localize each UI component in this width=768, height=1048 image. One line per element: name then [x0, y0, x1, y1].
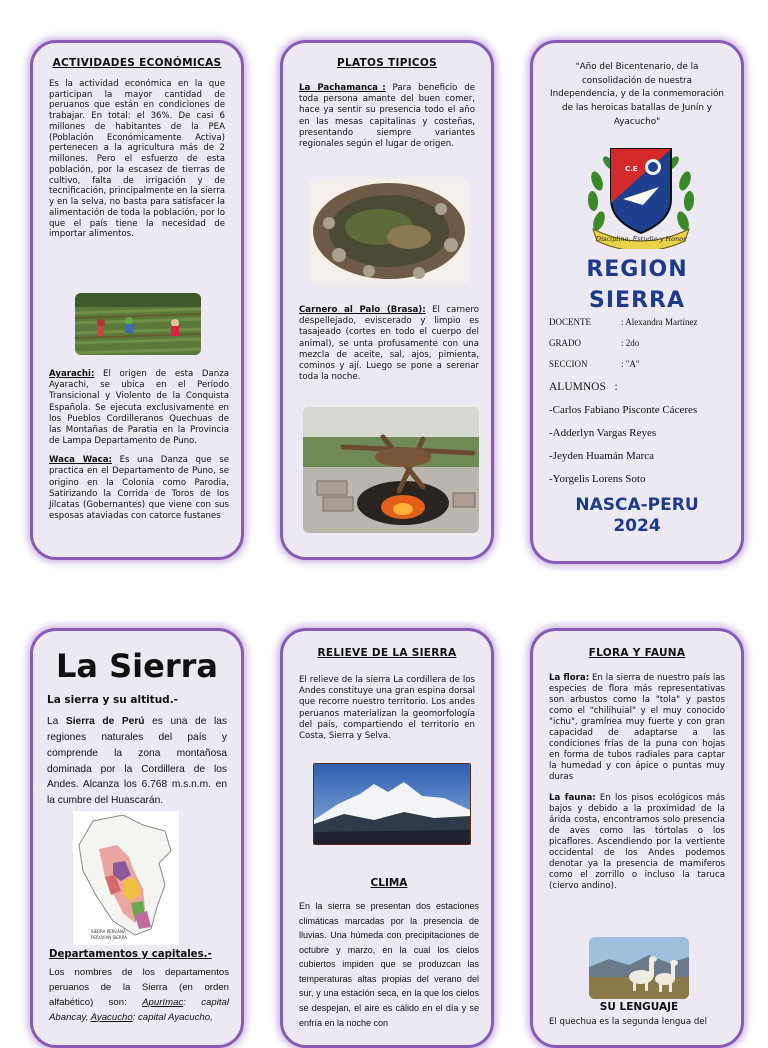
region-title: [533, 255, 741, 317]
ayarachi-text: El origen de esta Danza Ayarachi, se ubica en el Periodo Transicional y Violento de la Conquista Española. Se ejecuta exclusivamente en los Pueblos Cordilleranos Quechuas de las Montañas de Paratia en la Provincia de Lampa Departamento de Puno.: [49, 369, 229, 447]
actividades-text: Es la actividad económica en la que participan la mayor cantidad de peruanos que están en condiciones de trabajar. En total: el 36%. De casi 6 millones de habitantes de la PEA (Población Económicamente Activa) pertenecen a la agricultura más de 2 millones. Pero el esfuerzo de esta población, por la escasez de tierras de cultivo, falta de irrigación y de tecnificación, principalmente en la sierra y en la selva, no basta para satisfacer la alimentación de toda la población, por lo que el país tiene la necesidad de importar alimentos.: [49, 79, 225, 240]
grado-label: GRADO: [549, 338, 582, 348]
seccion-label: SECCION: [549, 359, 588, 369]
seccion-row: [549, 359, 729, 381]
sierra-intro: [47, 714, 227, 809]
flora-text: En la sierra de nuestro país las especies de flora más representativas son arbustos como la "tola" y pastos como el "chilihuial" y el muy conocido "ichu", gramínea muy fuerte y con gran capacidad de adaptarse a las condiciones frías de la puna con hojas en forma de tubos radiales para captar la humedad y con ápice o puntas muy duras: [549, 673, 726, 782]
map-caption-1: SIERRA PERUANA: [91, 929, 126, 934]
relieve-text: El relieve de la sierra La cordillera de los Andes constituye una gran espina dorsal que recorre nuestro territorio. Los andes peruanos materializan la geomorfología del país, compartiendo el territorio en Costa, Sierra y Selva.: [299, 675, 475, 741]
clima-title: CLIMA: [370, 877, 408, 889]
seccion-value: : "A": [621, 359, 640, 369]
svg-text:C.E: C.E: [625, 165, 638, 173]
panel-la-sierra: [30, 628, 244, 1048]
pachamanca-paragraph: [299, 83, 475, 150]
clima-text: En la sierra se presentan dos estaciones climáticas marcadas por la presencia de lluvias. Una húmeda con precipitaciones de octubre y marzo, en la cual los cielos cubiertos impiden que se produzcan las temperaturas altas propias del verano del sur, y una estación seca, en la que los cielos se despejan, el aire es cálido en el día y se enfría en la noche con: [299, 901, 479, 1028]
alumnos-label: ALUMNOS: [549, 381, 606, 393]
alumno-2: -Adderlyn Vargas Reyes: [549, 427, 657, 439]
panel-actividades-economicas: [30, 40, 244, 560]
dept-2: Ayacucho: [90, 1011, 133, 1023]
llamas-photo: [589, 937, 689, 999]
lengua-text: El quechua es la segunda lengua del: [549, 1017, 707, 1027]
lengua-title: SU LENGUAJE: [599, 1001, 679, 1013]
dept-1c: : capital Abancay,: [49, 996, 229, 1023]
panel-platos-tipicos: [280, 40, 494, 560]
sierra-title: La Sierra: [56, 647, 218, 685]
grado-value: : 2do: [621, 338, 640, 348]
mountains-photo: [313, 763, 471, 845]
docente-value: : Alexandra Martínez: [621, 317, 698, 327]
agriculture-photo: [75, 293, 201, 355]
dept-text: Los nombres de los departamentos peruanos de la Sierra (en orden alfabético) son:: [49, 967, 229, 1008]
course-info: [549, 317, 729, 496]
relieve-title: RELIEVE DE LA SIERRA: [317, 647, 457, 659]
docente-row: [549, 317, 729, 338]
alumno-3: -Jeyden Huamán Marca: [549, 450, 655, 462]
carnero-label: Carnero al Palo (Brasa):: [299, 305, 426, 315]
alumnos-colon: :: [614, 381, 618, 393]
flora-paragraph: [549, 673, 725, 783]
waca-paragraph: [49, 455, 229, 522]
grado-row: [549, 338, 729, 359]
pachamanca-photo: [309, 179, 469, 283]
carnero-text: El carnero despellejado, eviscerado y limpio es tasajeado (cortes en todo el cuerpo del animal), se unta profusamente con una mezcla de aceite, sal, ajos, pimienta, cominos y ají. Luego se pone a serenar toda la noche.: [299, 305, 479, 383]
pachamanca-text: Para beneficio de toda persona amante del buen comer, hace ya sentir su presencia todo el año en las mesas capitalinas y costeñas, presentando siempre variantes regionales según el lugar de origen.: [299, 83, 475, 149]
ayarachi-label: Ayarachi:: [49, 369, 95, 379]
docente-label: DOCENTE: [549, 317, 591, 327]
dept-title: Departamentos y capitales.-: [49, 949, 212, 960]
flora-title: FLORA Y FAUNA: [588, 647, 686, 659]
intro-post: es una de las regiones naturales del país y comprende la zona montañosa dominada por la Cordillera de los Andes. Alcanza los 6.768 m.s.n.m. en la cumbre del Huascarán.: [47, 716, 227, 807]
waca-text: Es una Danza que se practica en el Departamento de Puno, se origino en la Colonia como Parodia, Satirizando la Corrida de Toros de los Jilcatas (Gobernantes) que viene con sus esposas ataviadas con catorce fustanes: [49, 455, 229, 522]
ayarachi-paragraph: [49, 369, 229, 447]
sierra-subtitle: La sierra y su altitud.-: [47, 694, 179, 707]
region-title-line2: SIERRA: [589, 287, 685, 313]
alumnos-heading: [549, 381, 729, 404]
panel-flora-fauna: [530, 628, 744, 1048]
dept-1: Apurímac: [142, 996, 184, 1008]
flora-label: La flora:: [549, 673, 590, 683]
place-line2: 2024: [613, 516, 661, 537]
school-seal: [583, 141, 699, 249]
fauna-paragraph: [549, 793, 725, 892]
map-caption-2: PERUVIAN SIERRA: [91, 935, 127, 940]
peru-map: [73, 811, 179, 945]
panel-relieve: [280, 628, 494, 1048]
alumno-4: -Yorgelis Lorens Soto: [549, 473, 646, 485]
panel-portada: [530, 40, 744, 564]
fauna-text: En los pisos ecológicos más bajos y debido a la proximidad de la árida costa, encontramos solo presencia de aves como las tórtolas o los picaflores. Ascendiendo por la vertiente occidental de los Andes podemos denotar ya la presencia de mamiferos como el zorrillo o incluso la taruca (ciervo andino).: [549, 793, 726, 891]
waca-label: Waca Waca:: [49, 455, 112, 466]
dept-paragraph: [49, 966, 229, 1025]
fauna-label: La fauna:: [549, 793, 596, 803]
seal-motto: Disciplina, Estudio y Honor: [595, 235, 687, 243]
place-line1: NASCA-PERU: [575, 495, 699, 515]
platos-title: PLATOS TIPICOS: [336, 57, 438, 69]
alumno-1: -Carlos Fabiano Pisconte Cáceres: [549, 404, 698, 416]
nasca-peru-footer: [533, 495, 741, 538]
intro-pre: La: [47, 716, 66, 728]
bicentenario-quote: "Año del Bicentenario, de la consolidación de nuestra Independencia, y de la conmemoración de las heroicas batallas de Junín y Ayacucho": [550, 62, 724, 127]
pachamanca-label: La Pachamanca_:: [299, 83, 386, 93]
intro-bold: Sierra de Perú: [65, 716, 145, 728]
actividades-title: ACTIVIDADES ECONÓMICAS: [52, 57, 222, 69]
region-title-line1: REGION: [586, 257, 688, 282]
dept-2c: : capital Ayacucho,: [132, 1011, 213, 1023]
carnero-paragraph: [299, 305, 479, 383]
carnero-photo: [303, 407, 479, 533]
